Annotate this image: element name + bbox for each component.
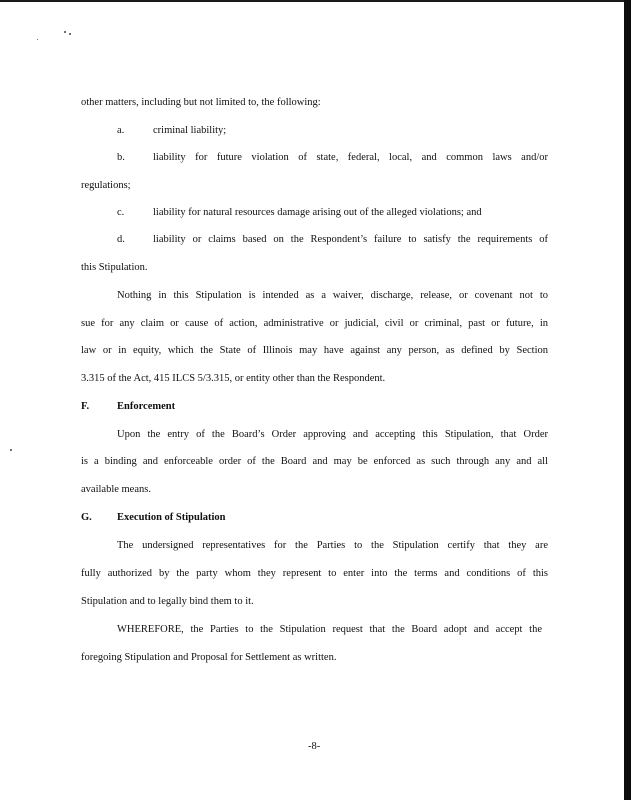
paragraph-line: available means.: [81, 484, 151, 495]
section-heading-enforcement: Enforcement: [117, 401, 176, 412]
paragraph-line: is a binding and enforceable order of the Board and may be enforced as such through any and all: [81, 456, 548, 467]
paragraph-line: The undersigned representatives for the Parties to the Stipulation certify that they are: [117, 540, 548, 551]
list-marker-a: a.: [117, 125, 125, 136]
list-marker-c: c.: [117, 207, 125, 218]
list-marker-b: b.: [117, 152, 125, 163]
list-item-a: criminal liability;: [153, 125, 227, 136]
paragraph-line: Upon the entry of the Board’s Order approving and accepting this Stipulation, that Order: [117, 429, 548, 440]
list-item-c: liability for natural resources damage arising out of the alleged violations; and: [153, 207, 482, 218]
list-item-d: liability or claims based on the Respondent’s failure to satisfy the requirements of: [153, 234, 548, 245]
list-item-b-continued: regulations;: [81, 180, 131, 191]
paragraph-line: sue for any claim or cause of action, administrative or judicial, civil or criminal, past or future, in: [81, 318, 548, 329]
list-item-b: liability for future violation of state, federal, local, and common laws and/or: [153, 152, 548, 163]
section-letter-f: F.: [81, 401, 90, 412]
paragraph-line: fully authorized by the party whom they represent to enter into the terms and conditions of this: [81, 568, 548, 579]
section-letter-g: G.: [81, 512, 92, 523]
paragraph-line: foregoing Stipulation and Proposal for Settlement as written.: [81, 652, 337, 663]
paragraph-line: law or in equity, which the State of Illinois may have against any person, as defined by Section: [81, 345, 548, 356]
paragraph-line: WHEREFORE, the Parties to the Stipulation request that the Board adopt and accept the: [117, 624, 542, 635]
page-number: -8-: [308, 741, 321, 752]
scan-speck: [10, 449, 12, 451]
scan-right-edge: [624, 0, 631, 800]
paragraph-line: Stipulation and to legally bind them to it.: [81, 596, 254, 607]
scan-speck: [37, 39, 38, 40]
list-item-d-continued: this Stipulation.: [81, 262, 148, 273]
scan-top-edge: [0, 0, 631, 2]
body-line: other matters, including but not limited to, the following:: [81, 97, 321, 108]
scan-speck: [69, 33, 71, 35]
section-heading-execution: Execution of Stipulation: [117, 512, 226, 523]
list-marker-d: d.: [117, 234, 125, 245]
paragraph-line: Nothing in this Stipulation is intended as a waiver, discharge, release, or covenant not to: [117, 290, 548, 301]
paragraph-line: 3.315 of the Act, 415 ILCS 5/3.315, or entity other than the Respondent.: [81, 373, 386, 384]
scan-speck: [64, 31, 66, 33]
